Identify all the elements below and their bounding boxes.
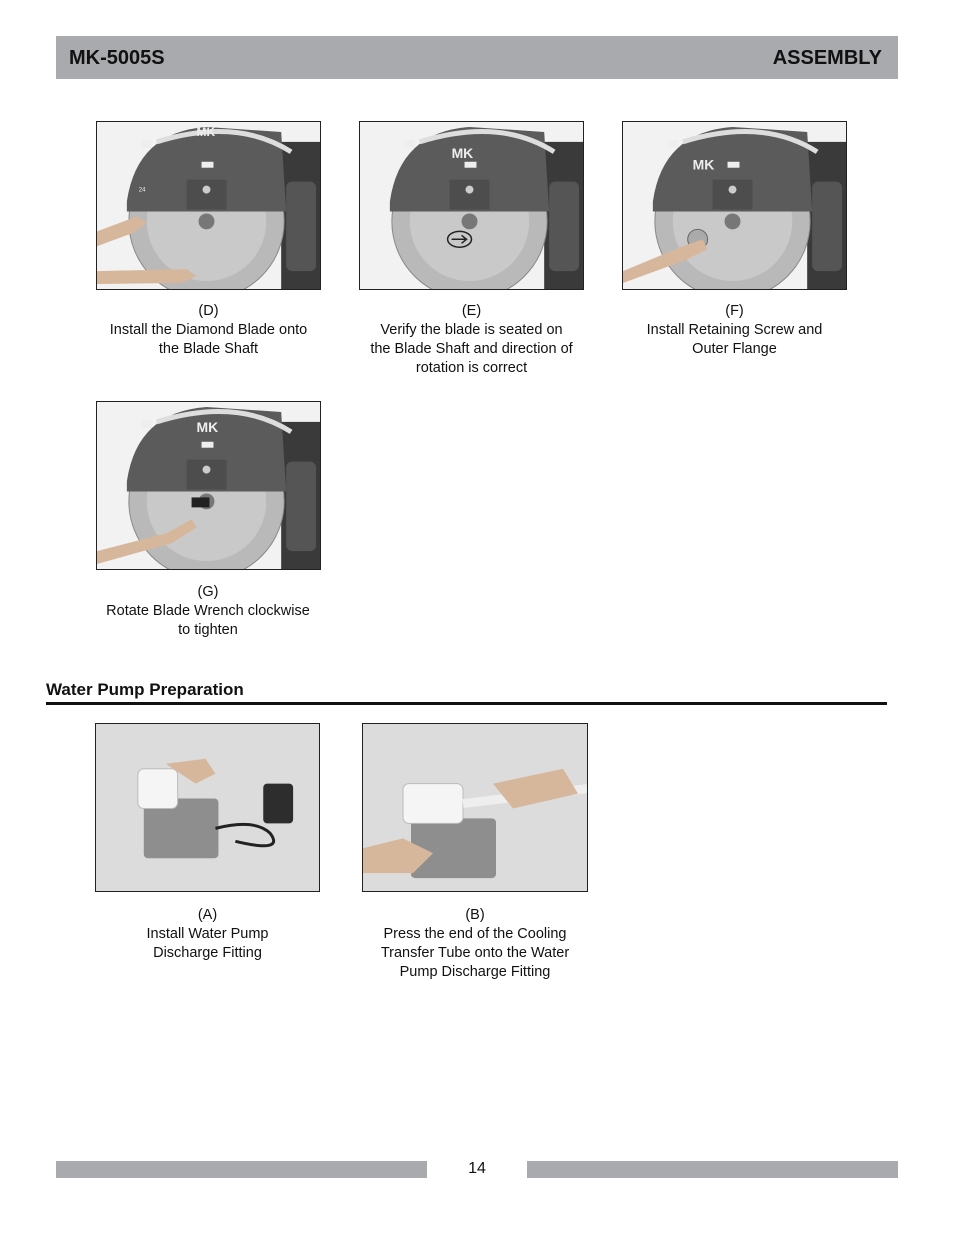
svg-text:MK: MK: [196, 124, 216, 139]
caption-line: Discharge Fitting: [153, 945, 262, 961]
svg-text:24: 24: [138, 187, 146, 194]
caption-line: Verify the blade is seated on: [380, 322, 563, 338]
model-name: MK-5005S: [69, 47, 165, 69]
photo-verify-blade-seated: [359, 121, 584, 290]
page-header: [56, 36, 898, 79]
footer-bar-left: [56, 1161, 427, 1178]
photo-rotate-blade-wrench: [96, 401, 321, 570]
page-number: 14: [468, 1160, 486, 1177]
caption-letter: (E): [461, 303, 482, 319]
section-divider: [46, 702, 887, 705]
caption-line: the Blade Shaft: [158, 341, 259, 357]
caption-line: rotation is correct: [415, 360, 528, 376]
caption-line: to tighten: [178, 622, 238, 638]
section-name: ASSEMBLY: [772, 47, 882, 69]
caption-line: Press the end of the Cooling: [383, 926, 567, 942]
caption-line: Install Water Pump: [146, 926, 269, 942]
caption-f: [622, 302, 847, 359]
photo-install-retaining-screw: [622, 121, 847, 290]
photo-water-pump-fitting: [95, 723, 320, 892]
footer-bar-right: [527, 1161, 898, 1178]
caption-d: [96, 302, 321, 359]
photo-cooling-tube: [362, 723, 588, 892]
caption-e: [354, 302, 589, 378]
caption-letter: (D): [198, 303, 219, 319]
caption-line: Rotate Blade Wrench clockwise: [106, 603, 310, 619]
svg-text:MK: MK: [692, 156, 715, 173]
section-title: Water Pump Preparation: [46, 680, 244, 699]
caption-letter: (G): [197, 584, 219, 600]
caption-line: the Blade Shaft and direction of: [370, 341, 573, 357]
caption-line: Outer Flange: [692, 341, 777, 357]
caption-letter: (F): [725, 303, 744, 319]
photo-install-diamond-blade: [96, 121, 321, 290]
svg-text:MK: MK: [451, 144, 474, 161]
caption-letter: (B): [465, 907, 485, 923]
caption-g: [90, 583, 326, 640]
caption-line: Transfer Tube onto the Water: [380, 945, 570, 961]
caption-line: Install the Diamond Blade onto: [109, 322, 308, 338]
caption-b: [355, 906, 595, 982]
caption-line: Pump Discharge Fitting: [399, 964, 551, 980]
caption-letter: (A): [197, 907, 218, 923]
caption-a: [95, 906, 320, 963]
svg-text:MK: MK: [196, 418, 219, 435]
caption-line: Install Retaining Screw and: [646, 322, 823, 338]
